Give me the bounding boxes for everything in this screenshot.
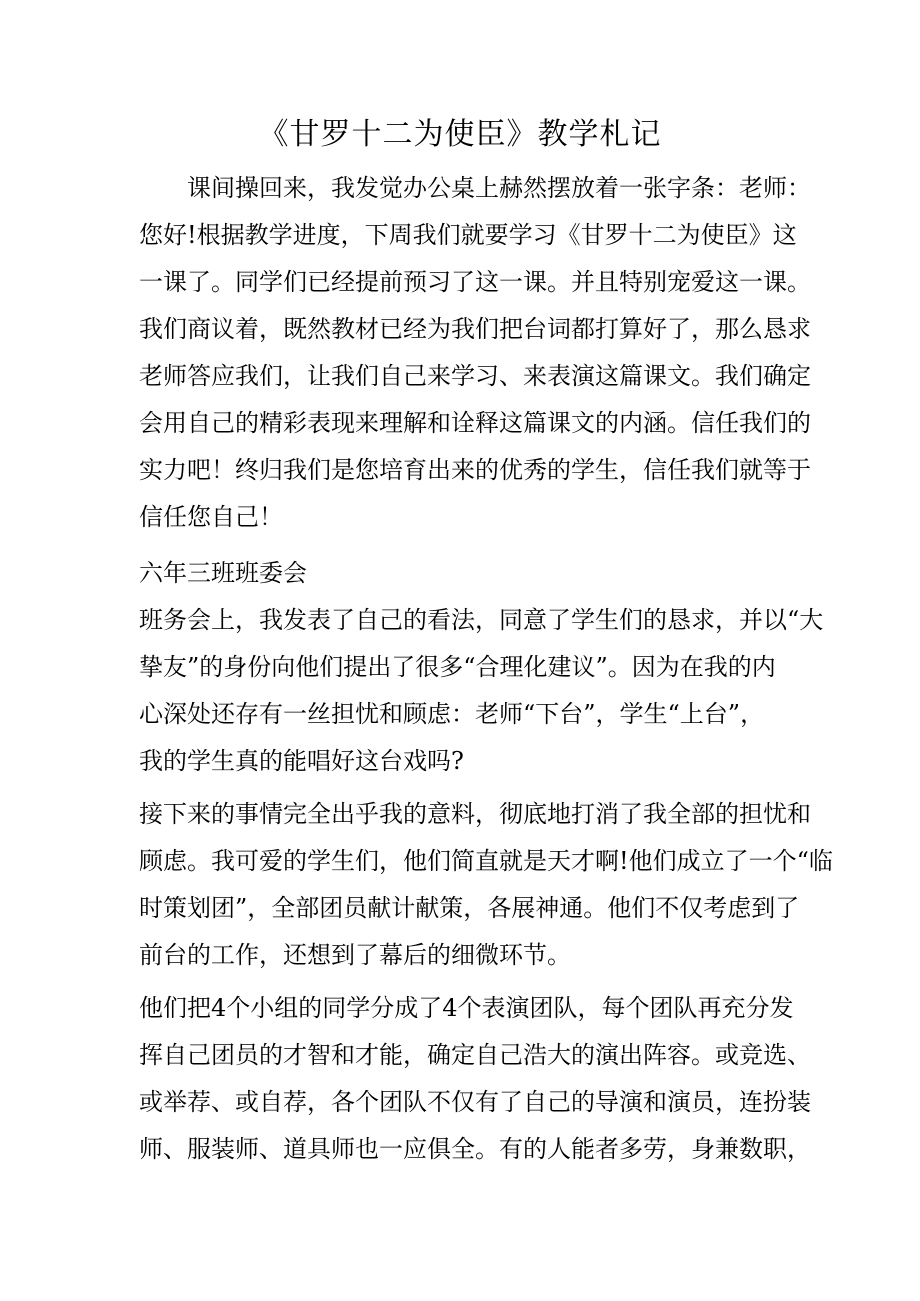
text-line: 心深处还存有一丝担忧和顾虑：老师“下台”，学生“上台”， xyxy=(139,700,765,728)
text-line: 前台的工作，还想到了幕后的细微环节。 xyxy=(139,941,571,969)
text-line: 老师答应我们，让我们自己来学习、来表演这篇课文。我们确定 xyxy=(139,362,811,390)
text-line: 一课了。同学们已经提前预习了这一课。并且特别宠爱这一课。 xyxy=(139,268,811,296)
text-line: 您好!根据教学进度，下周我们就要学习《甘罗十二为使臣》这 xyxy=(139,221,797,249)
text-line: 我们商议着，既然教材已经为我们把台词都打算好了，那么恳求 xyxy=(139,315,811,343)
text-line: 顾虑。我可爱的学生们，他们简直就是天才啊!他们成立了一个“临 xyxy=(139,847,833,875)
text-line: 师、服装师、道具师也一应俱全。有的人能者多劳，身兼数职， xyxy=(139,1135,811,1163)
text-line: 他们把4个小组的同学分成了4个表演团队，每个团队再充分发 xyxy=(139,994,794,1022)
document-title: 《甘罗十二为使臣》教学札记 xyxy=(258,117,662,152)
text-line: 信任您自己！ xyxy=(139,503,283,531)
text-line: 班务会上，我发表了自己的看法，同意了学生们的恳求，并以“大 xyxy=(139,606,824,634)
text-line: 接下来的事情完全出乎我的意料，彻底地打消了我全部的担忧和 xyxy=(139,800,811,828)
text-line: 挥自己团员的才智和才能，确定自己浩大的演出阵容。或竞选、 xyxy=(139,1041,811,1069)
text-line: 会用自己的精彩表现来理解和诠释这篇课文的内涵。信任我们的 xyxy=(139,409,811,437)
text-line: 挚友”的身份向他们提出了很多“合理化建议”。因为在我的内 xyxy=(139,653,776,681)
text-line: 实力吧！终归我们是您培育出来的优秀的学生，信任我们就等于 xyxy=(139,456,811,484)
text-line: 时策划团”，全部团员献计献策，各展神通。他们不仅考虑到了 xyxy=(139,894,800,922)
text-line: 我的学生真的能唱好这台戏吗? xyxy=(139,747,464,775)
signature-line: 六年三班班委会 xyxy=(139,559,307,587)
text-line: 课间操回来，我发觉办公桌上赫然摆放着一张字条：老师： xyxy=(139,174,811,202)
text-line: 或举荐、或自荐，各个团队不仅有了自己的导演和演员，连扮装 xyxy=(139,1088,811,1116)
